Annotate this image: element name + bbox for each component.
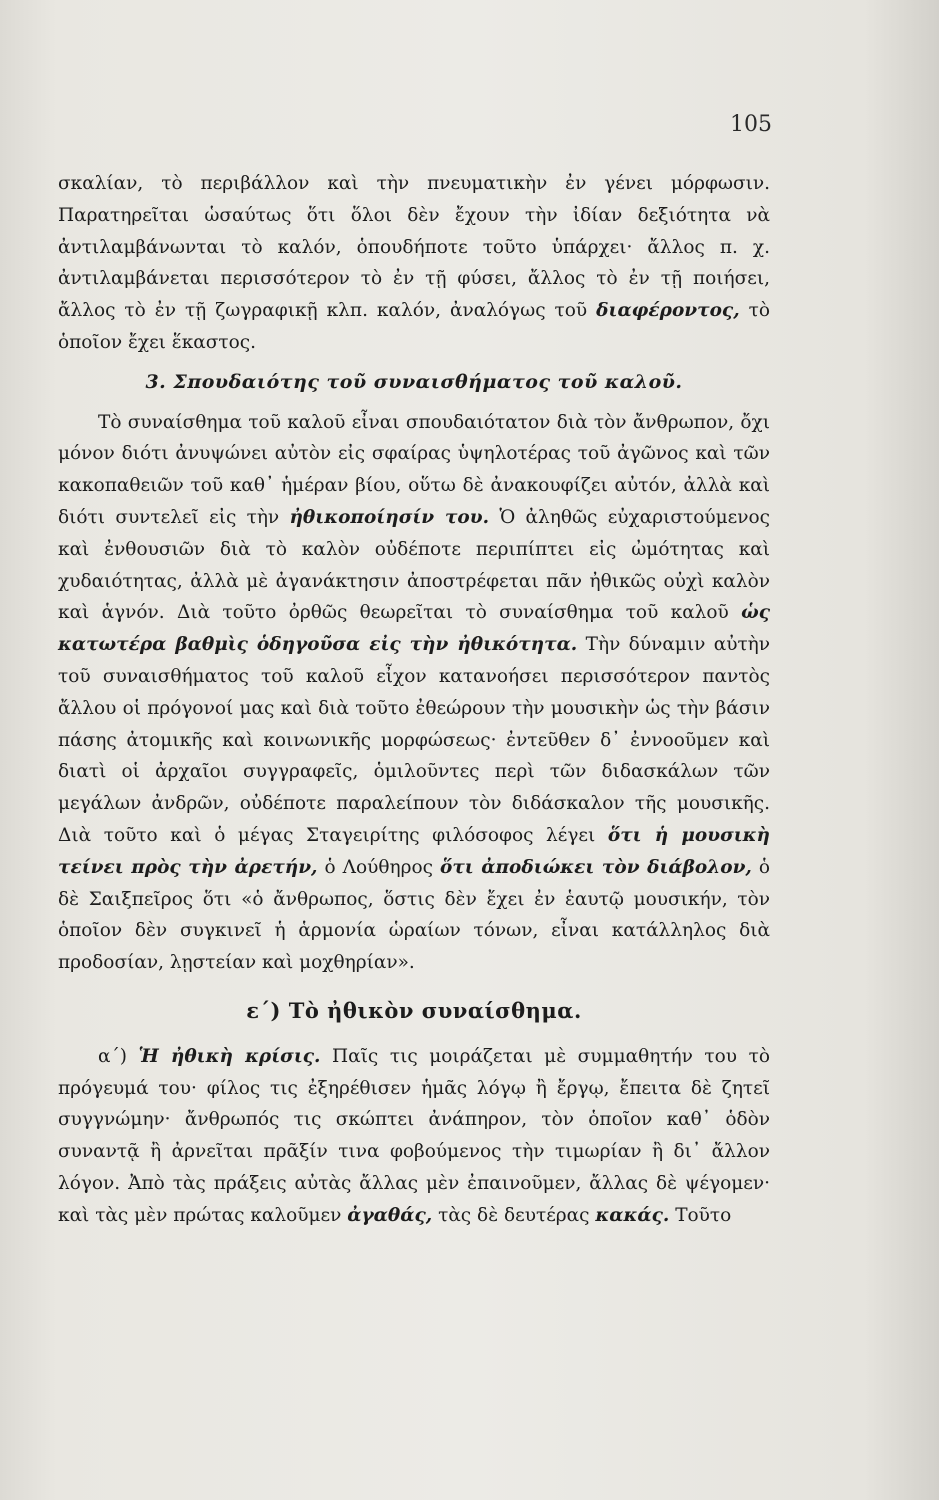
subsection-title: Ἡ ἠθικὴ κρίσις. <box>138 1045 321 1067</box>
emphasis-term: ὡς κατωτέρα βαθμὶς ὁδηγοῦσα εἰς τὴν ἠθικότητα. <box>58 602 770 656</box>
paragraph-importance-of-beauty: Τὸ συναίσθημα τοῦ καλοῦ εἶναι σπουδαιότατον διὰ τὸν ἄνθρωπον, ὄχι μόνον διότι ἀνυψώνει αὐτὸν εἰς σφαίρας ὑψηλοτέρας τοῦ ἀγῶνος καὶ τῶν κακοπαθειῶν τοῦ καθ᾽ ἡμέραν βίου, οὕτω δὲ ἀνακουφίζει αὐτόν, ἀλλὰ καὶ διότι συντελεῖ εἰς τὴν ἠθικοποίησίν του. Ὁ ἀληθῶς εὐχαριστούμενος καὶ ἐνθουσιῶν διὰ τὸ καλὸν οὐδέποτε περιπίπτει εἰς ὠμότητας καὶ χυδαιότητας, ἀλλὰ μὲ ἀγανάκτησιν ἀποστρέφεται πᾶν ἠθικῶς οὐχὶ καλὸν καὶ ἁγνόν. Διὰ τοῦτο ὀρθῶς θεωρεῖται τὸ συναίσθημα τοῦ καλοῦ ὡς κατωτέρα βαθμὶς ὁδηγοῦσα εἰς τὴν ἠθικότητα. Τὴν δύναμιν αὐτὴν τοῦ συναισθήματος τοῦ καλοῦ εἶχον κατανοήσει περισσότερον παντὸς ἄλλου οἱ πρόγονοί μας καὶ διὰ τοῦτο ἐθεώρουν τὴν μουσικὴν ὡς τὴν βάσιν πάσης ἀτομικῆς καὶ κοινωνικῆς μορφώσεως· ἐντεῦθεν δ᾽ ἐννοοῦμεν καὶ διατὶ οἱ ἀρχαῖοι συγγραφεῖς, ὁμιλοῦντες περὶ τῶν διδασκάλων τῶν μεγάλων ἀνδρῶν, οὐδέποτε παραλείπουν τὸν διδάσκαλον τῆς μουσικῆς. Διὰ τοῦτο καὶ ὁ μέγας Σταγειρίτης φιλόσοφος λέγει ὅτι ἡ μουσικὴ τείνει πρὸς τὴν ἀρετήν, ὁ Λούθηρος ὅτι ἀποδιώκει τὸν διάβολον, ὁ δὲ Σαιξπεῖρος ὅτι «ὁ ἄνθρωπος, ὅστις δὲν ἔχει ἐν ἑαυτῷ μουσικήν, τὸν ὁποῖον δὲν συγκινεῖ ἡ ἁρμονία ὡραίων τόνων, εἶναι κατάλληλος διὰ προδοσίαν, λῃστείαν καὶ μοχθηρίαν». <box>58 411 771 974</box>
page-body <box>58 168 770 1232</box>
section-heading: 3. Σπουδαιότης τοῦ συναισθήματος τοῦ καλοῦ. <box>145 370 683 393</box>
paragraph-aesthetic-sense-variation: σκαλίαν, τὸ περιβάλλον καὶ τὴν πνευματικὴν ἐν γένει μόρφωσιν. Παρατηρεῖται ὡσαύτως ὅτι ὅλοι δὲν ἔχουν τὴν ἰδίαν δεξιότητα νὰ ἀντιλαμβάνωνται τὸ καλόν, ὁπουδήποτε τοῦτο ὑπάρχει· ἄλλος π. χ. ἀντιλαμβάνεται περισσότερον τὸ ἐν τῇ φύσει, ἄλλος τὸ ἐν τῇ ποιήσει, ἄλλος τὸ ἐν τῇ ζωγραφικῇ κλπ. καλόν, ἀναλόγως τοῦ διαφέροντος, τὸ ὁποῖον ἔχει ἕκαστος. <box>58 173 770 353</box>
paragraph-moral-judgement: α΄) Ἡ ἠθικὴ κρίσις. Παῖς τις μοιράζεται μὲ συμμαθητήν του τὸ πρόγευμά του· φίλος τις ἐξηρέθισεν ἡμᾶς λόγῳ ἢ ἔργῳ, ἔπειτα δὲ ζητεῖ συγγνώμην· ἄνθρωπός τις σκώπτει ἀνάπηρον, τὸν ὁποῖον καθ᾽ ὁδὸν συναντᾷ ἢ ἀρνεῖται πρᾶξίν τινα φοβούμενος τὴν τιμωρίαν ἢ δι᾽ ἄλλον λόγον. Ἀπὸ τὰς πράξεις αὐτὰς ἄλλας μὲν ἐπαινοῦμεν, ἄλλας δὲ ψέγομεν· καὶ τὰς μὲν πρώτας καλοῦμεν ἀγαθάς, τὰς δὲ δευτέρας κακάς. Τοῦτο <box>58 1045 770 1226</box>
emphasis-quote: ὅτι ἡ μουσικὴ τείνει πρὸς τὴν ἀρετήν, <box>58 824 770 878</box>
emphasis-term: διαφέροντος, <box>596 300 740 322</box>
page-number: 105 <box>730 112 772 137</box>
emphasis-term: κακάς. <box>595 1204 670 1226</box>
emphasis-quote: ὅτι ἀποδιώκει τὸν διάβολον, <box>439 856 752 878</box>
emphasis-term: ἀγαθάς, <box>347 1204 433 1226</box>
emphasis-term: ἠθικοποίησίν του. <box>289 506 490 528</box>
chapter-heading: ε΄) Τὸ ἠθικὸν συναίσθημα. <box>246 997 582 1023</box>
